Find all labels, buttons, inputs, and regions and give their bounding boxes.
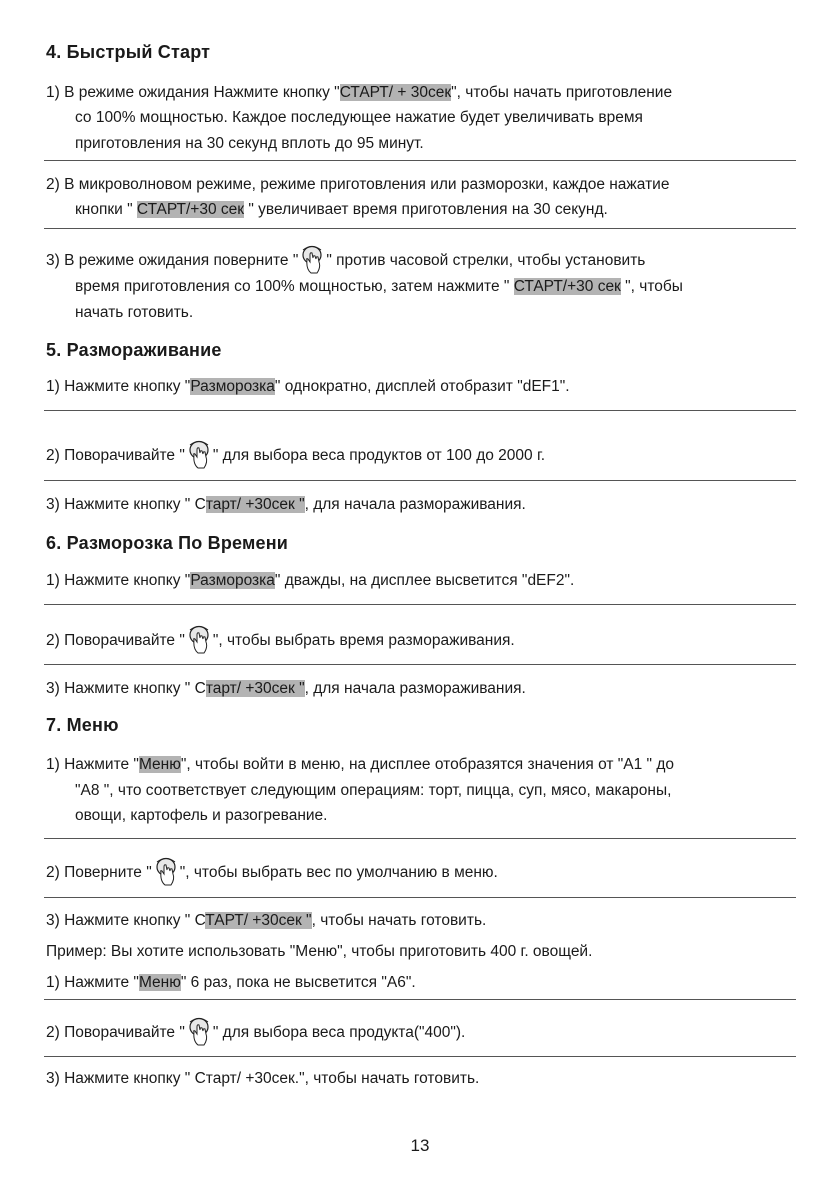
s4-item-1-line-1: 1) В режиме ожидания Нажмите кнопку "СТАРТ/ + 30сек", чтобы начать приготовление (46, 84, 673, 101)
s6-item-2: 2) Поворачивайте " ", чтобы выбрать время размораживания. (46, 625, 515, 655)
s5-item-1: 1) Нажмите кнопку "Разморозка" однократно, дисплей отобразит "dEF1". (46, 378, 570, 395)
start-button-highlight: СТАРТ/ + 30сек (339, 84, 452, 101)
divider (44, 897, 796, 898)
start-button-highlight: ТАРТ/ +30сек " (205, 912, 312, 929)
divider (44, 838, 796, 839)
example-item-1: 1) Нажмите "Меню" 6 раз, пока не высветится "А6". (46, 974, 416, 991)
divider (44, 1056, 796, 1057)
divider (44, 228, 796, 229)
menu-button-highlight: Меню (138, 756, 181, 773)
start-button-highlight: СТАРТ/+30 сек (513, 278, 621, 295)
defrost-button-highlight: Разморозка (190, 378, 275, 395)
divider (44, 999, 796, 1000)
page-number: 13 (410, 1136, 430, 1155)
s7-item-3: 3) Нажмите кнопку " СТАРТ/ +30сек ", чтобы начать готовить. (46, 912, 487, 929)
example-item-2: 2) Поворачивайте " " для выбора веса продукта("400"). (46, 1017, 465, 1047)
divider (44, 410, 796, 411)
start-button-highlight: тарт/ +30сек " (205, 496, 305, 513)
s4-item-3-line-1: 3) В режиме ожидания поверните " " против часовой стрелки, чтобы установить (46, 245, 645, 275)
menu-button-highlight: Меню (138, 974, 181, 991)
rotary-dial-hand-icon (153, 857, 179, 887)
s6-item-1: 1) Нажмите кнопку "Разморозка" дважды, на дисплее высветится "dEF2". (46, 572, 575, 589)
rotary-dial-hand-icon (186, 440, 212, 470)
s4-item-1-line-3: приготовления на 30 секунд вплоть до 95 минут. (75, 135, 424, 152)
rotary-dial-hand-icon (186, 625, 212, 655)
section-5-heading: 5. Размораживание (46, 340, 222, 360)
divider (44, 160, 796, 161)
section-6-heading: 6. Разморозка По Времени (46, 533, 289, 553)
s7-item-1-line-3: овощи, картофель и разогревание. (75, 807, 328, 824)
start-button-highlight: тарт/ +30сек " (205, 680, 305, 697)
s4-item-1-line-2: со 100% мощностью. Каждое последующее нажатие будет увеличивать время (75, 109, 643, 126)
section-4-heading: 4. Быстрый Старт (46, 42, 211, 62)
s7-item-2: 2) Поверните " ", чтобы выбрать вес по умолчанию в меню. (46, 857, 498, 887)
rotary-dial-hand-icon (186, 1017, 212, 1047)
start-button-highlight: СТАРТ/+30 сек (136, 201, 245, 218)
s5-item-3: 3) Нажмите кнопку " Старт/ +30сек ", для начала размораживания. (46, 496, 526, 513)
defrost-button-highlight: Разморозка (190, 572, 275, 589)
example-item-3: 3) Нажмите кнопку " Старт/ +30сек.", чтобы начать готовить. (46, 1070, 480, 1087)
s5-item-2: 2) Поворачивайте " " для выбора веса продуктов от 100 до 2000 г. (46, 440, 545, 470)
s4-item-3-line-2: время приготовления со 100% мощностью, затем нажмите " СТАРТ/+30 сек ", чтобы (75, 278, 683, 295)
divider (44, 664, 796, 665)
divider (44, 480, 796, 481)
s4-item-2-line-2: кнопки " СТАРТ/+30 сек " увеличивает время приготовления на 30 секунд. (75, 201, 608, 218)
s7-item-1-line-1: 1) Нажмите "Меню", чтобы войти в меню, на дисплее отобразятся значения от "А1 " до (46, 756, 674, 773)
divider (44, 604, 796, 605)
example-heading: Пример: Вы хотите использовать "Меню", чтобы приготовить 400 г. овощей. (46, 943, 593, 960)
rotary-dial-hand-icon (299, 245, 325, 275)
s4-item-3-line-3: начать готовить. (75, 304, 194, 321)
s7-item-1-line-2: "А8 ", что соответствует следующим операциям: торт, пицца, суп, мясо, макароны, (75, 782, 672, 799)
s6-item-3: 3) Нажмите кнопку " Старт/ +30сек ", для начала размораживания. (46, 680, 526, 697)
s4-item-2-line-1: 2) В микроволновом режиме, режиме приготовления или разморозки, каждое нажатие (46, 176, 670, 193)
section-7-heading: 7. Меню (46, 715, 119, 735)
